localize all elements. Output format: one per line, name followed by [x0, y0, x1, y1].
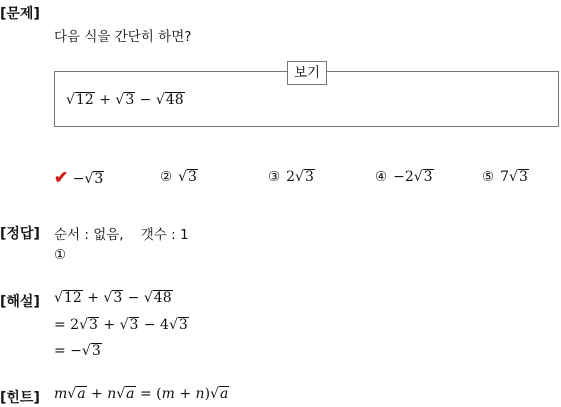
- explanation-line-2: = 2√3 + √3 − 4√3: [54, 317, 188, 333]
- problem-label: [문제]: [0, 6, 40, 22]
- bogi-title: 보기: [287, 61, 327, 85]
- checkmark-icon: ✔: [54, 168, 69, 188]
- answer-info: 순서 : 없음, 갯수 : 1: [54, 227, 189, 243]
- circled-number-3: ③: [268, 169, 281, 185]
- hint-label: [힌트]: [0, 390, 40, 406]
- choice-5[interactable]: ⑤ 7√3: [482, 169, 528, 185]
- answer-label: [정답]: [0, 226, 40, 242]
- bogi-expression: √12 + √3 − √48: [66, 92, 184, 108]
- choice-3[interactable]: ③ 2√3: [268, 169, 314, 185]
- problem-question: 다음 식을 간단히 하면?: [54, 29, 192, 45]
- circled-number-4: ④: [375, 169, 388, 185]
- circled-number-5: ⑤: [482, 169, 495, 185]
- choice-4[interactable]: ④ −2√3: [375, 169, 433, 185]
- explanation-line-3: = −√3: [54, 343, 101, 359]
- answer-value: ①: [54, 247, 67, 263]
- explanation-label: [해설]: [0, 294, 40, 310]
- hint-formula: m√a + n√a = (m + n)√a: [54, 386, 229, 402]
- circled-number-2: ②: [160, 169, 173, 185]
- choice-1[interactable]: ✔ −√3: [54, 168, 104, 188]
- choice-2[interactable]: ② √3: [160, 169, 197, 185]
- explanation-line-1: √12 + √3 − √48: [54, 290, 172, 306]
